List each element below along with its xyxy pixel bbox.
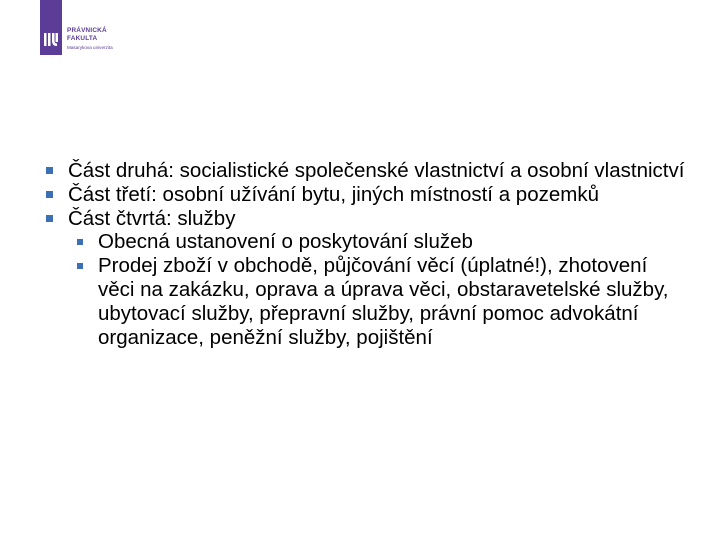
list-item-text: Část druhá: socialistické společenské vlastnictví a osobní vlastnictví <box>68 159 685 182</box>
square-bullet-icon <box>46 191 53 198</box>
sub-list-item-text: Prodej zboží v obchodě, půjčování věcí (úplatné!), zhotovení věci na zakázku, oprava a úprava věci, obstaravetelské služby, ubytovací služby, přepravní služby, právní pomoc advokátní organizace, peněžní služby, pojištění <box>98 254 669 349</box>
logo-emblem-icon <box>40 28 62 50</box>
sub-list-item <box>46 230 686 254</box>
list-item-text: Část čtvrtá: služby <box>68 206 236 230</box>
list-item <box>46 159 686 183</box>
square-bullet-icon <box>46 215 53 222</box>
list-item-text: Část třetí: osobní užívání bytu, jiných místností a pozemků <box>68 182 599 206</box>
bullet-list <box>46 159 686 349</box>
slide-content <box>46 159 686 349</box>
logo-line-2: FAKULTA <box>67 35 98 42</box>
square-bullet-icon <box>46 167 53 174</box>
sub-list-item-text: Obecná ustanovení o poskytování služeb <box>98 230 473 254</box>
square-bullet-icon <box>77 239 83 245</box>
list-item <box>46 207 686 231</box>
logo-subtitle: Masarykova univerzita <box>67 45 113 50</box>
logo-line-1: PRÁVNICKÁ <box>67 27 107 34</box>
logo-title <box>67 27 107 43</box>
sub-list-item <box>46 254 686 349</box>
list-item <box>46 183 686 207</box>
square-bullet-icon <box>77 263 83 269</box>
faculty-logo <box>40 0 150 62</box>
